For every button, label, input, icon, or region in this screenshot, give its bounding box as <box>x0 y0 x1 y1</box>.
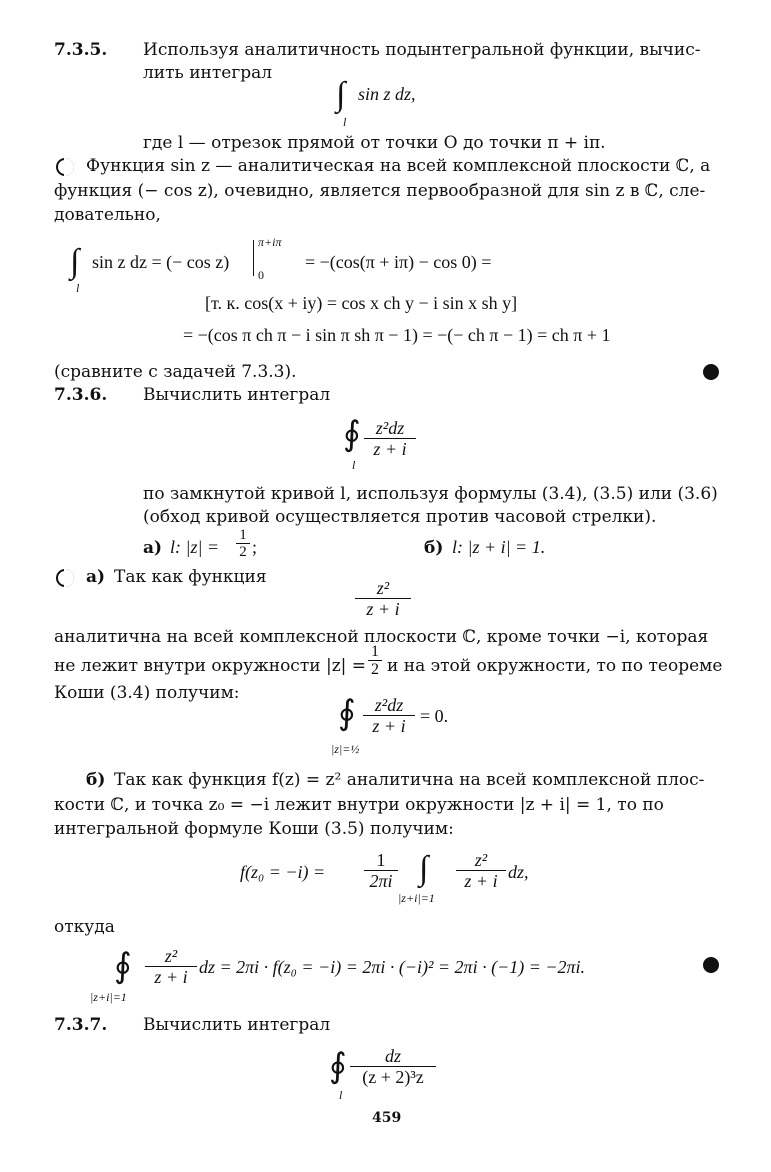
formula-subscript: 0 <box>258 268 264 282</box>
fraction <box>363 695 415 736</box>
denominator: z + i <box>373 439 407 459</box>
formula-subscript: l <box>339 1088 343 1102</box>
formula-subscript: |z|=½ <box>331 742 360 756</box>
numerator: z² <box>145 946 197 967</box>
problem-number: 7.3.5. <box>54 40 108 60</box>
formula-subscript: l <box>352 458 356 472</box>
fraction <box>456 850 506 891</box>
formula-subscript: |z+i|=1 <box>90 990 127 1004</box>
fraction <box>364 418 416 459</box>
fraction <box>355 578 411 619</box>
contour-integral-sign: ∮ <box>114 948 132 985</box>
numerator: z²dz <box>363 695 415 716</box>
formula: l: |z + i| = 1. <box>452 537 546 557</box>
solution-start-icon <box>56 158 74 176</box>
item-label: а) <box>143 538 163 558</box>
text-line: Используя аналитичность подынтегральной функции, вычис- <box>143 40 701 60</box>
formula: sin z dz = (− cos z) <box>92 252 230 272</box>
text-line: (обход кривой осуществляется против часовой стрелки). <box>143 507 657 527</box>
text-line: где l — отрезок прямой от точки O до точки π + iπ. <box>143 133 606 153</box>
denominator: z + i <box>154 967 188 987</box>
formula: = −(cos π ch π − i sin π sh π − 1) = −(− ch π − 1) = ch π + 1 <box>183 325 611 345</box>
formula: = 0. <box>420 706 449 726</box>
denominator: 2πi <box>369 871 393 891</box>
text-line: Так как функция f(z) = z² аналитична на всей комплексной плос- <box>114 770 705 790</box>
text-line: Коши (3.4) получим: <box>54 683 240 703</box>
integral-sign: ∫ <box>336 76 346 113</box>
numerator: dz <box>350 1046 436 1067</box>
contour-integral-sign: ∮ <box>329 1048 347 1085</box>
fraction <box>368 643 382 678</box>
contour-integral-sign: ∮ <box>338 695 356 732</box>
text-line: функция (− cos z), очевидно, является первообразной для sin z в ℂ, сле- <box>54 181 706 201</box>
text-line: кости ℂ, и точка z₀ = −i лежит внутри окружности |z + i| = 1, то по <box>54 795 664 815</box>
problem-number: 7.3.7. <box>54 1015 108 1035</box>
formula-superscript: π+iπ <box>258 235 282 249</box>
text-line: довательно, <box>54 205 161 225</box>
formula: ; <box>252 537 258 557</box>
text-line: интегральной формуле Коши (3.5) получим: <box>54 819 454 839</box>
formula: dz = 2πi · f(z₀ = −i) = 2πi · (−i)² = 2πi · (−1) = −2πi. <box>199 957 586 977</box>
text-line: Вычислить интеграл <box>143 1015 331 1035</box>
formula: sin z dz, <box>358 84 416 104</box>
integral-sign: ∫ <box>70 243 80 280</box>
text-line: не лежит внутри окружности |z| = <box>54 656 367 676</box>
fraction <box>350 1046 436 1087</box>
fraction <box>145 946 197 987</box>
numerator: z² <box>355 578 411 599</box>
item-label: б) <box>86 770 106 790</box>
fraction <box>236 527 250 560</box>
end-of-solution-icon <box>703 957 719 973</box>
item-label: б) <box>424 538 444 558</box>
text-line: Вычислить интеграл <box>143 385 331 405</box>
formula: l: |z| = <box>170 537 220 557</box>
problem-number: 7.3.6. <box>54 385 108 405</box>
text-line: аналитична на всей комплексной плоскости ℂ, кроме точки −i, которая <box>54 627 709 647</box>
fraction <box>364 850 398 891</box>
denominator: 2 <box>371 661 379 678</box>
text-line: (сравните с задачей 7.3.3). <box>54 362 297 382</box>
solution-start-icon <box>56 569 74 587</box>
text-line: Функция sin z — аналитическая на всей комплексной плоскости ℂ, а <box>86 156 711 176</box>
formula: [т. к. cos(x + iy) = cos x ch y − i sin x sh y] <box>205 293 518 313</box>
text-line: Так как функция <box>114 567 267 587</box>
formula-subscript: l <box>76 281 80 295</box>
evaluation-bar <box>253 240 254 276</box>
text-line: и на этой окружности, то по теореме <box>387 656 723 676</box>
formula-subscript: |z+i|=1 <box>398 891 435 905</box>
item-label: а) <box>86 567 106 587</box>
page-number: 459 <box>372 1110 402 1126</box>
contour-integral-sign: ∮ <box>343 416 361 453</box>
numerator: 1 <box>364 850 398 871</box>
denominator: (z + 2)³z <box>362 1067 424 1087</box>
end-of-solution-icon <box>703 364 719 380</box>
formula: f(z₀ = −i) = <box>240 862 326 882</box>
text-line: лить интеграл <box>143 63 273 83</box>
formula: dz, <box>508 862 529 882</box>
denominator: 2 <box>239 544 247 560</box>
denominator: z + i <box>366 599 400 619</box>
text-line: по замкнутой кривой l, используя формулы (3.4), (3.5) или (3.6) <box>143 484 718 504</box>
integral-sign: ∫ <box>419 850 429 887</box>
numerator: z² <box>456 850 506 871</box>
formula-subscript: l <box>343 115 347 129</box>
numerator: 1 <box>368 643 382 661</box>
formula: = −(cos(π + iπ) − cos 0) = <box>305 252 492 272</box>
denominator: z + i <box>372 716 406 736</box>
text-line: откуда <box>54 917 115 937</box>
denominator: z + i <box>464 871 498 891</box>
numerator: 1 <box>236 527 250 544</box>
numerator: z²dz <box>364 418 416 439</box>
